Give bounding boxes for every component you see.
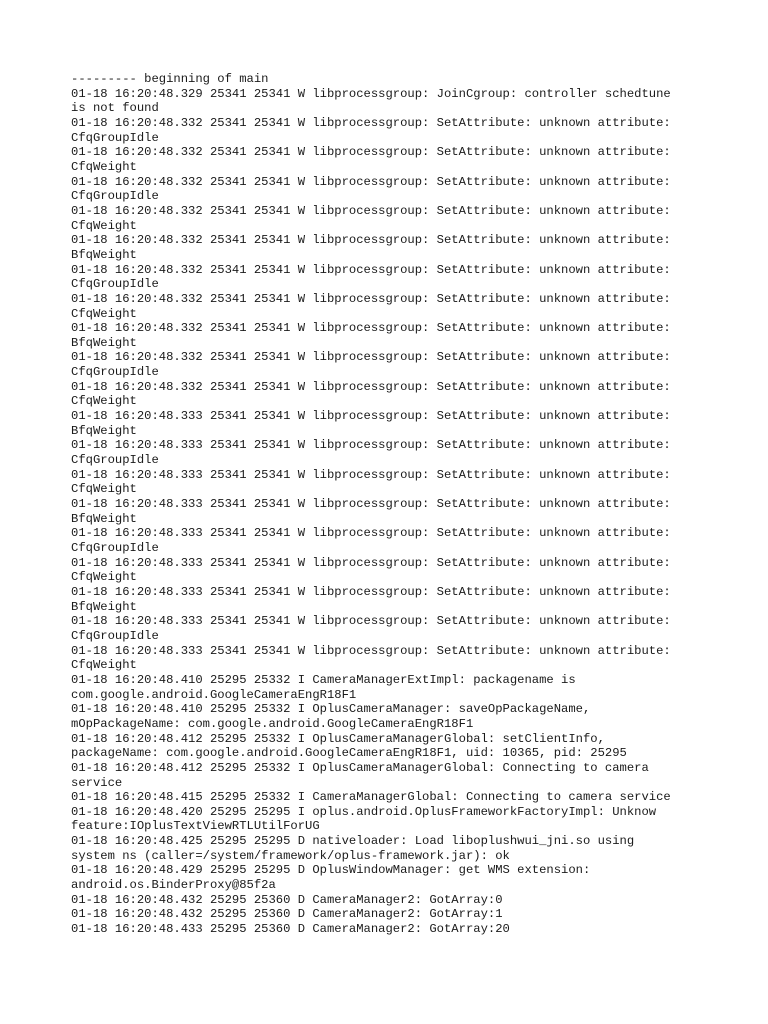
log-line: 01-18 16:20:48.332 25341 25341 W libprocessgroup: SetAttribute: unknown attribute: xyxy=(71,203,671,218)
log-line: CfqGroupIdle xyxy=(71,365,159,380)
log-line: 01-18 16:20:48.332 25341 25341 W libprocessgroup: SetAttribute: unknown attribute: xyxy=(71,174,671,189)
log-line: CfqGroupIdle xyxy=(71,277,159,292)
log-line: 01-18 16:20:48.333 25341 25341 W libprocessgroup: SetAttribute: unknown attribute: xyxy=(71,409,671,424)
log-line: CfqWeight xyxy=(71,218,137,233)
log-line: CfqGroupIdle xyxy=(71,189,159,204)
log-line: feature:IOplusTextViewRTLUtilForUG xyxy=(71,819,320,834)
log-line: 01-18 16:20:48.332 25341 25341 W libprocessgroup: SetAttribute: unknown attribute: xyxy=(71,145,671,160)
log-line: 01-18 16:20:48.410 25295 25332 I CameraManagerExtImpl: packagename is xyxy=(71,672,576,687)
log-line: 01-18 16:20:48.332 25341 25341 W libprocessgroup: SetAttribute: unknown attribute: xyxy=(71,291,671,306)
log-line: 01-18 16:20:48.333 25341 25341 W libprocessgroup: SetAttribute: unknown attribute: xyxy=(71,614,671,629)
log-line: CfqGroupIdle xyxy=(71,628,159,643)
log-line: mOpPackageName: com.google.android.GoogleCameraEngR18F1 xyxy=(71,716,474,731)
log-text-block xyxy=(71,72,696,937)
log-line: 01-18 16:20:48.412 25295 25332 I OplusCameraManagerGlobal: setClientInfo, xyxy=(71,731,605,746)
log-line: 01-18 16:20:48.410 25295 25332 I OplusCameraManager: saveOpPackageName, xyxy=(71,702,591,717)
log-line: 01-18 16:20:48.333 25341 25341 W libprocessgroup: SetAttribute: unknown attribute: xyxy=(71,526,671,541)
log-line: system ns (caller=/system/framework/oplus-framework.jar): ok xyxy=(71,848,510,863)
log-line: 01-18 16:20:48.329 25341 25341 W libprocessgroup: JoinCgroup: controller schedtune xyxy=(71,86,671,101)
log-line: 01-18 16:20:48.333 25341 25341 W libprocessgroup: SetAttribute: unknown attribute: xyxy=(71,584,671,599)
log-line: 01-18 16:20:48.420 25295 25295 I oplus.android.OplusFrameworkFactoryImpl: Unknow xyxy=(71,804,657,819)
log-line: 01-18 16:20:48.332 25341 25341 W libprocessgroup: SetAttribute: unknown attribute: xyxy=(71,321,671,336)
log-line: CfqWeight xyxy=(71,306,137,321)
log-line: CfqWeight xyxy=(71,570,137,585)
log-line: com.google.android.GoogleCameraEngR18F1 xyxy=(71,687,357,702)
log-line: 01-18 16:20:48.333 25341 25341 W libprocessgroup: SetAttribute: unknown attribute: xyxy=(71,467,671,482)
log-line: 01-18 16:20:48.433 25295 25360 D CameraManager2: GotArray:20 xyxy=(71,922,510,937)
log-line: BfqWeight xyxy=(71,247,137,262)
log-line: BfqWeight xyxy=(71,335,137,350)
log-line: BfqWeight xyxy=(71,511,137,526)
log-line: CfqWeight xyxy=(71,482,137,497)
log-line: service xyxy=(71,775,123,790)
log-line: 01-18 16:20:48.432 25295 25360 D CameraManager2: GotArray:0 xyxy=(71,892,503,907)
log-line: 01-18 16:20:48.332 25341 25341 W libprocessgroup: SetAttribute: unknown attribute: xyxy=(71,115,671,130)
log-line: 01-18 16:20:48.332 25341 25341 W libprocessgroup: SetAttribute: unknown attribute: xyxy=(71,379,671,394)
log-line: BfqWeight xyxy=(71,423,137,438)
log-line: CfqWeight xyxy=(71,658,137,673)
log-line: CfqWeight xyxy=(71,159,137,174)
log-line: 01-18 16:20:48.333 25341 25341 W libprocessgroup: SetAttribute: unknown attribute: xyxy=(71,438,671,453)
log-line: CfqGroupIdle xyxy=(71,130,159,145)
log-line: android.os.BinderProxy@85f2a xyxy=(71,878,276,893)
log-line: BfqWeight xyxy=(71,599,137,614)
log-line: CfqGroupIdle xyxy=(71,541,159,555)
log-line: 01-18 16:20:48.333 25341 25341 W libprocessgroup: SetAttribute: unknown attribute: xyxy=(71,497,671,512)
log-line: CfqGroupIdle xyxy=(71,453,159,468)
log-line: 01-18 16:20:48.332 25341 25341 W libprocessgroup: SetAttribute: unknown attribute: xyxy=(71,350,671,365)
log-line: packageName: com.google.android.GoogleCameraEngR18F1, uid: 10365, pid: 25295 xyxy=(71,746,627,761)
log-line: 01-18 16:20:48.333 25341 25341 W libprocessgroup: SetAttribute: unknown attribute: xyxy=(71,643,671,658)
log-line: 01-18 16:20:48.432 25295 25360 D CameraManager2: GotArray:1 xyxy=(71,907,503,922)
log-line: CfqWeight xyxy=(71,394,137,409)
log-line: 01-18 16:20:48.415 25295 25332 I CameraManagerGlobal: Connecting to camera service xyxy=(71,790,671,805)
log-line: --------- beginning of main xyxy=(71,72,269,86)
log-line: 01-18 16:20:48.332 25341 25341 W libprocessgroup: SetAttribute: unknown attribute: xyxy=(71,233,671,248)
log-line: 01-18 16:20:48.429 25295 25295 D OplusWindowManager: get WMS extension: xyxy=(71,863,591,878)
log-line: is not found xyxy=(71,101,159,116)
log-line: 01-18 16:20:48.332 25341 25341 W libprocessgroup: SetAttribute: unknown attribute: xyxy=(71,262,671,277)
log-line: 01-18 16:20:48.333 25341 25341 W libprocessgroup: SetAttribute: unknown attribute: xyxy=(71,555,671,570)
log-line: 01-18 16:20:48.425 25295 25295 D nativeloader: Load liboplushwui_jni.so using xyxy=(71,834,635,849)
log-line: 01-18 16:20:48.412 25295 25332 I OplusCameraManagerGlobal: Connecting to camera xyxy=(71,760,649,775)
